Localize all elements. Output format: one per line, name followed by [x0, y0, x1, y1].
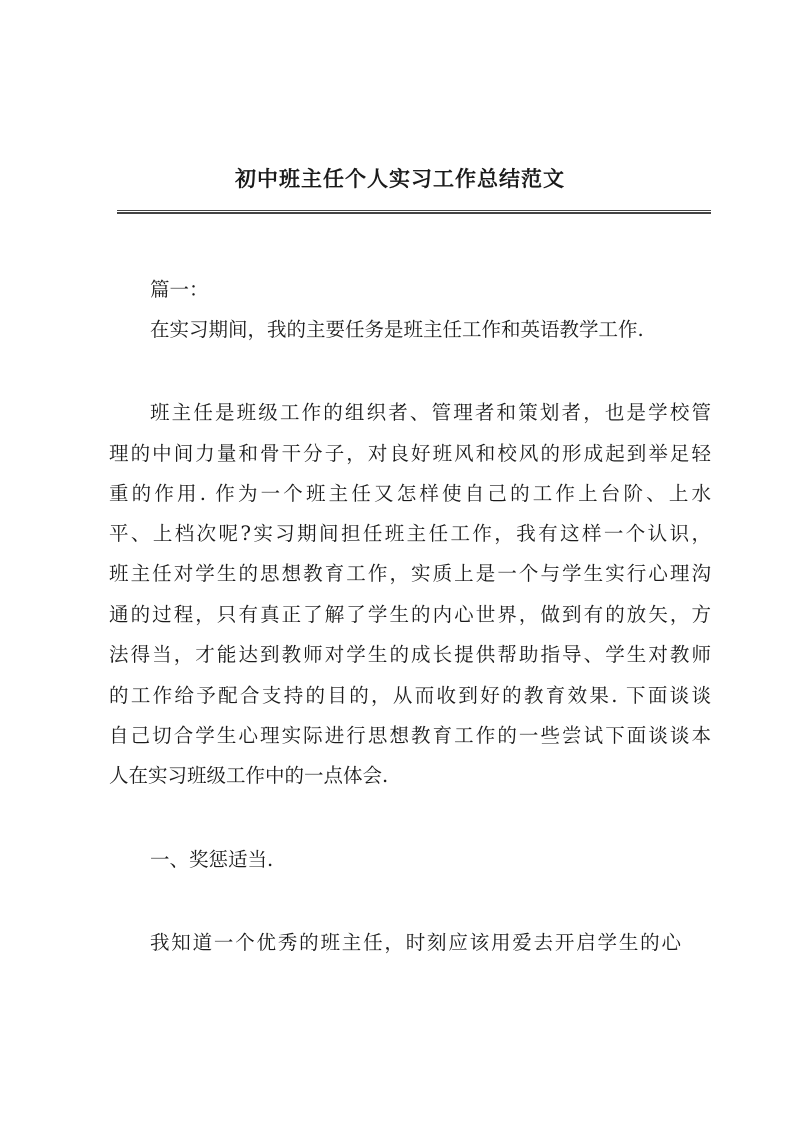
paragraph-line: 平、上档次呢?实习期间担任班主任工作，我有这样一个认识， [109, 522, 711, 545]
paragraph-line: 班主任对学生的思想教育工作，实质上是一个与学生实行心理沟 [109, 562, 711, 585]
paragraph-line: 自己切合学生心理实际进行思想教育工作的一些尝试下面谈谈本 [109, 724, 711, 747]
paragraph-line: 班主任是班级工作的组织者、管理者和策划者，也是学校管 [150, 401, 711, 424]
document-title: 初中班主任个人实习工作总结范文 [235, 166, 565, 191]
section-heading: 一、奖惩适当. [150, 848, 274, 871]
paragraph-line: 人在实习班级工作中的一点体会. [109, 764, 389, 787]
section-label: 篇一： [150, 278, 209, 301]
intro-paragraph: 在实习期间，我的主要任务是班主任工作和英语教学工作. [150, 318, 644, 341]
paragraph-line: 我知道一个优秀的班主任，时刻应该用爱去开启学生的心 [150, 931, 681, 954]
paragraph-line: 的工作给予配合支持的目的，从而收到好的教育效果. 下面谈谈 [109, 684, 711, 707]
paragraph-line: 通的过程，只有真正了解了学生的内心世界，做到有的放矢，方 [109, 603, 711, 626]
title-divider [117, 210, 711, 214]
paragraph-line: 法得当，才能达到教师对学生的成长提供帮助指导、学生对教师 [109, 643, 711, 666]
paragraph-line: 重的作用. 作为一个班主任又怎样使自己的工作上台阶、上水 [109, 482, 711, 505]
paragraph-line: 理的中间力量和骨干分子，对良好班风和校风的形成起到举足轻 [109, 442, 711, 465]
